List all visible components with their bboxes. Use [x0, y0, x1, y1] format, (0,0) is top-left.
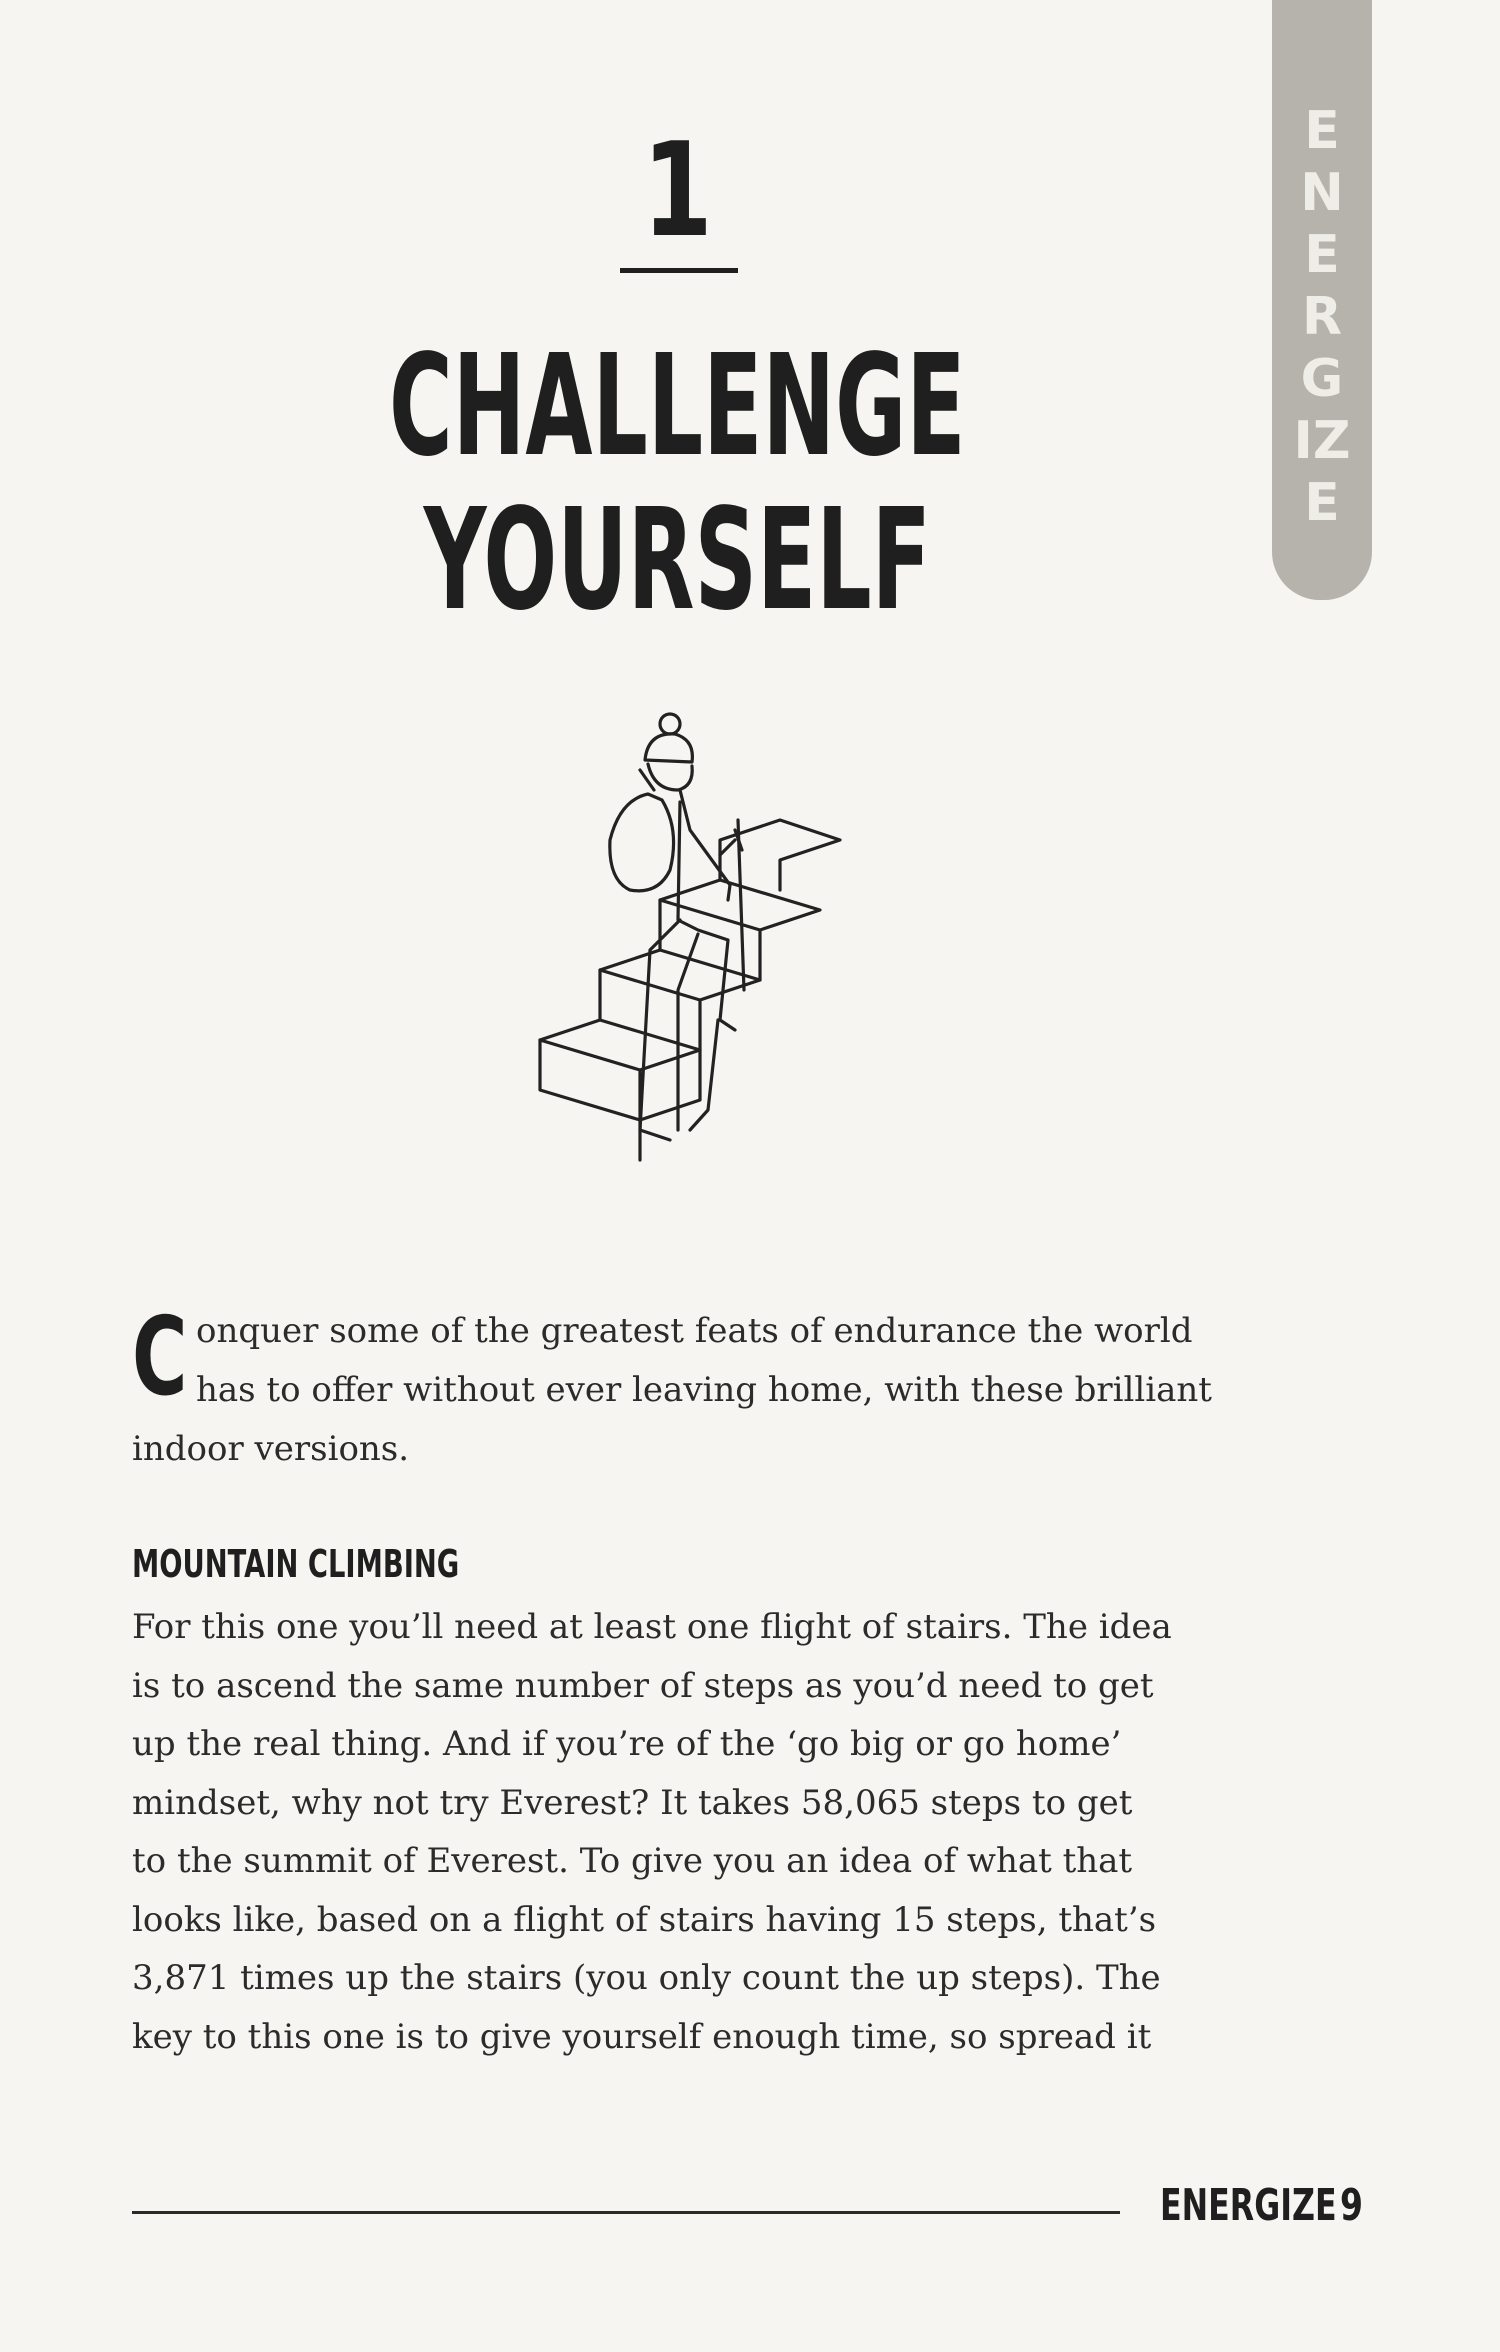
chapter-title-line-1: CHALLENGE [389, 325, 966, 488]
body-line: is to ascend the same number of steps as you’d need to get [132, 1665, 1154, 1706]
intro-paragraph [132, 1295, 1222, 1479]
hiker-climbing-stairs-icon [530, 690, 850, 1210]
chapter-number: 1 [642, 114, 713, 266]
footer-rule [132, 2211, 1120, 2214]
body-line: 3,871 times up the stairs (you only count the up steps). The [132, 1958, 1161, 1998]
body-line: key to this one is to give yourself enough time, so spread it [132, 2016, 1152, 2057]
footer-section-label: ENERGIZE [1160, 2180, 1337, 2231]
body-line: up the real thing. And if you’re of the ‘go big or go home’ [132, 1724, 1122, 1764]
body-line: mindset, why not try Everest? It takes 58,065 steps to get [132, 1782, 1133, 1823]
section-side-tab [1272, 0, 1372, 600]
chapter-title-line-2: YOURSELF [423, 479, 931, 642]
side-tab-label: ENERGIZE [1293, 101, 1351, 533]
body-line: looks like, based on a flight of stairs having 15 steps, that’s [132, 1899, 1157, 1940]
chapter-title [257, 325, 1097, 642]
intro-text: onquer some of the greatest feats of endurance the world has to offer without ever leaving home, with these brilliant indoor versions. [132, 1311, 1212, 1469]
page-number: 9 [1340, 2180, 1363, 2231]
chapter-number-underline [620, 268, 738, 273]
body-line: For this one you’ll need at least one flight of stairs. The idea [132, 1607, 1172, 1647]
body-line: to the summit of Everest. To give you an idea of what that [132, 1841, 1133, 1881]
section-body [132, 1598, 1222, 2066]
section-heading: MOUNTAIN CLIMBING [132, 1542, 460, 1586]
drop-cap: C [132, 1295, 188, 1420]
